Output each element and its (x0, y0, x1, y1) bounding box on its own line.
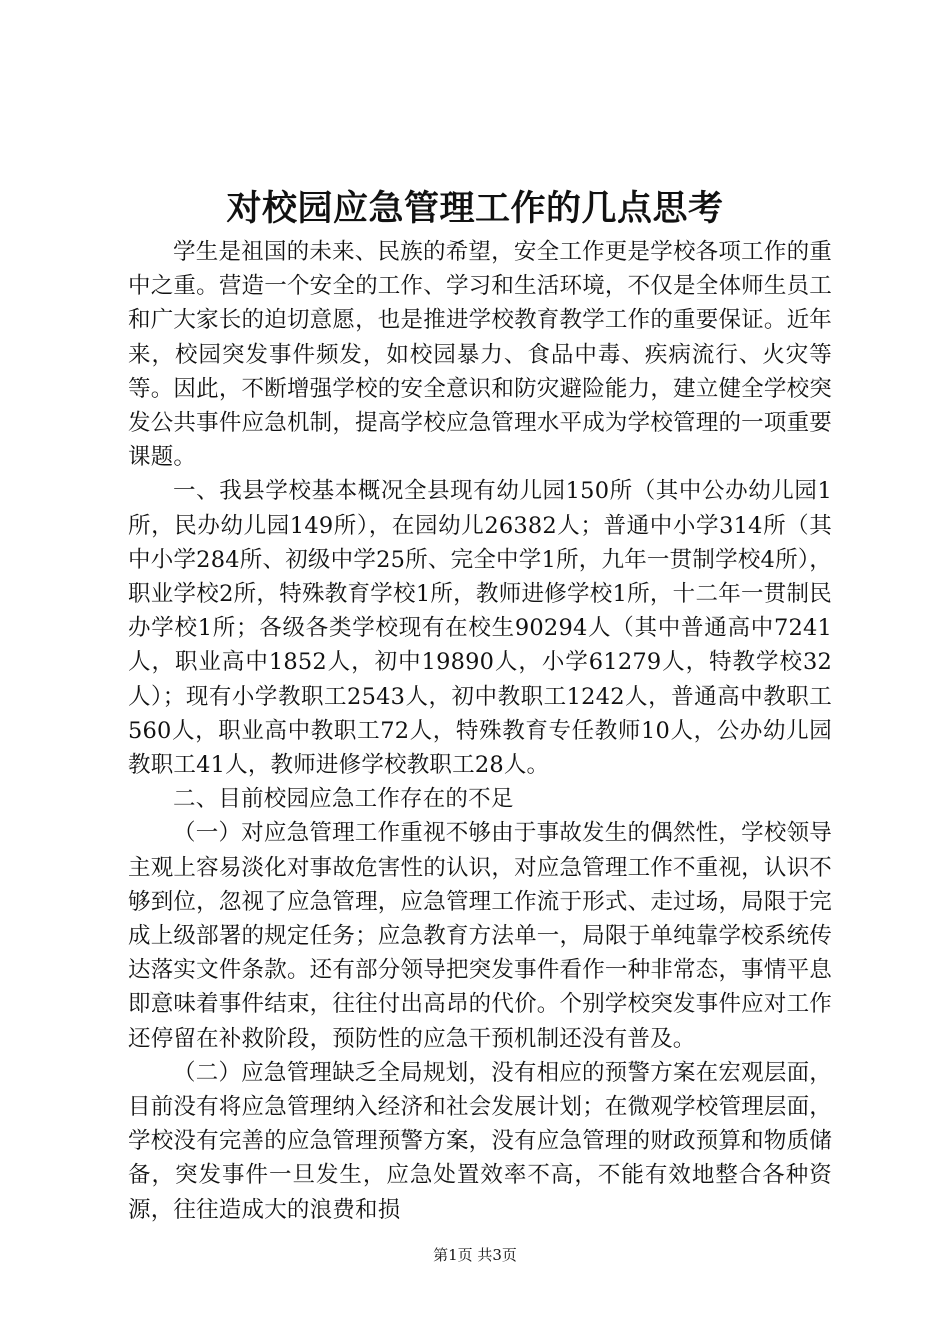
paragraph-intro: 学生是祖国的未来、民族的希望，安全工作更是学校各项工作的重中之重。营造一个安全的工作、学习和生活环境，不仅是全体师生员工和广大家长的迫切意愿，也是推进学校教育教学工作的重要保证。近年来，校园突发事件频发，如校园暴力、食品中毒、疾病流行、火灾等等。因此，不断增强学校的安全意识和防灾避险能力，建立健全学校突发公共事件应急机制，提高学校应急管理水平成为学校管理的一项重要课题。 (128, 239, 832, 471)
page-footer: 第1页 共3页 (433, 1246, 517, 1264)
document-body (128, 235, 832, 1227)
paragraph-section-two-heading: 二、目前校园应急工作存在的不足 (173, 786, 514, 813)
paragraph-subsection-one: （一）对应急管理工作重视不够由于事故发生的偶然性，学校领导主观上容易淡化对事故危害性的认识，对应急管理工作不重视，认识不够到位，忽视了应急管理，应急管理工作流于形式、走过场，局限于完成上级部署的规定任务；应急教育方法单一，局限于单纯靠学校系统传达落实文件条款。还有部分领导把突发事件看作一种非常态，事情平息即意味着事件结束，往往付出高昂的代价。个别学校突发事件应对工作还停留在补救阶段，预防性的应急干预机制还没有普及。 (128, 820, 832, 1052)
document-title: 对校园应急管理工作的几点思考 (226, 188, 724, 229)
paragraph-section-one: 一、我县学校基本概况全县现有幼儿园150所（其中公办幼儿园1所，民办幼儿园149所），在园幼儿26382人；普通中小学314所（其中小学284所、初级中学25所、完全中学1所，九年一贯制学校4所），职业学校2所，特殊教育学校1所，教师进修学校1所，十二年一贯制民办学校1所；各级各类学校现有在校生90294人（其中普通高中7241人，职业高中1852人，初中19890人，小学61279人，特教学校32人）；现有小学教职工2543人，初中教职工1242人，普通高中教职工560人，职业高中教职工72人，特殊教育专任教师10人，公办幼儿园教职工41人，教师进修学校教职工28人。 (128, 478, 832, 779)
paragraph-subsection-two: （二）应急管理缺乏全局规划，没有相应的预警方案在宏观层面，目前没有将应急管理纳入经济和社会发展计划；在微观学校管理层面，学校没有完善的应急管理预警方案，没有应急管理的财政预算和物质储备，突发事件一旦发生，应急处置效率不高，不能有效地整合各种资源，往往造成大的浪费和损 (128, 1059, 832, 1223)
